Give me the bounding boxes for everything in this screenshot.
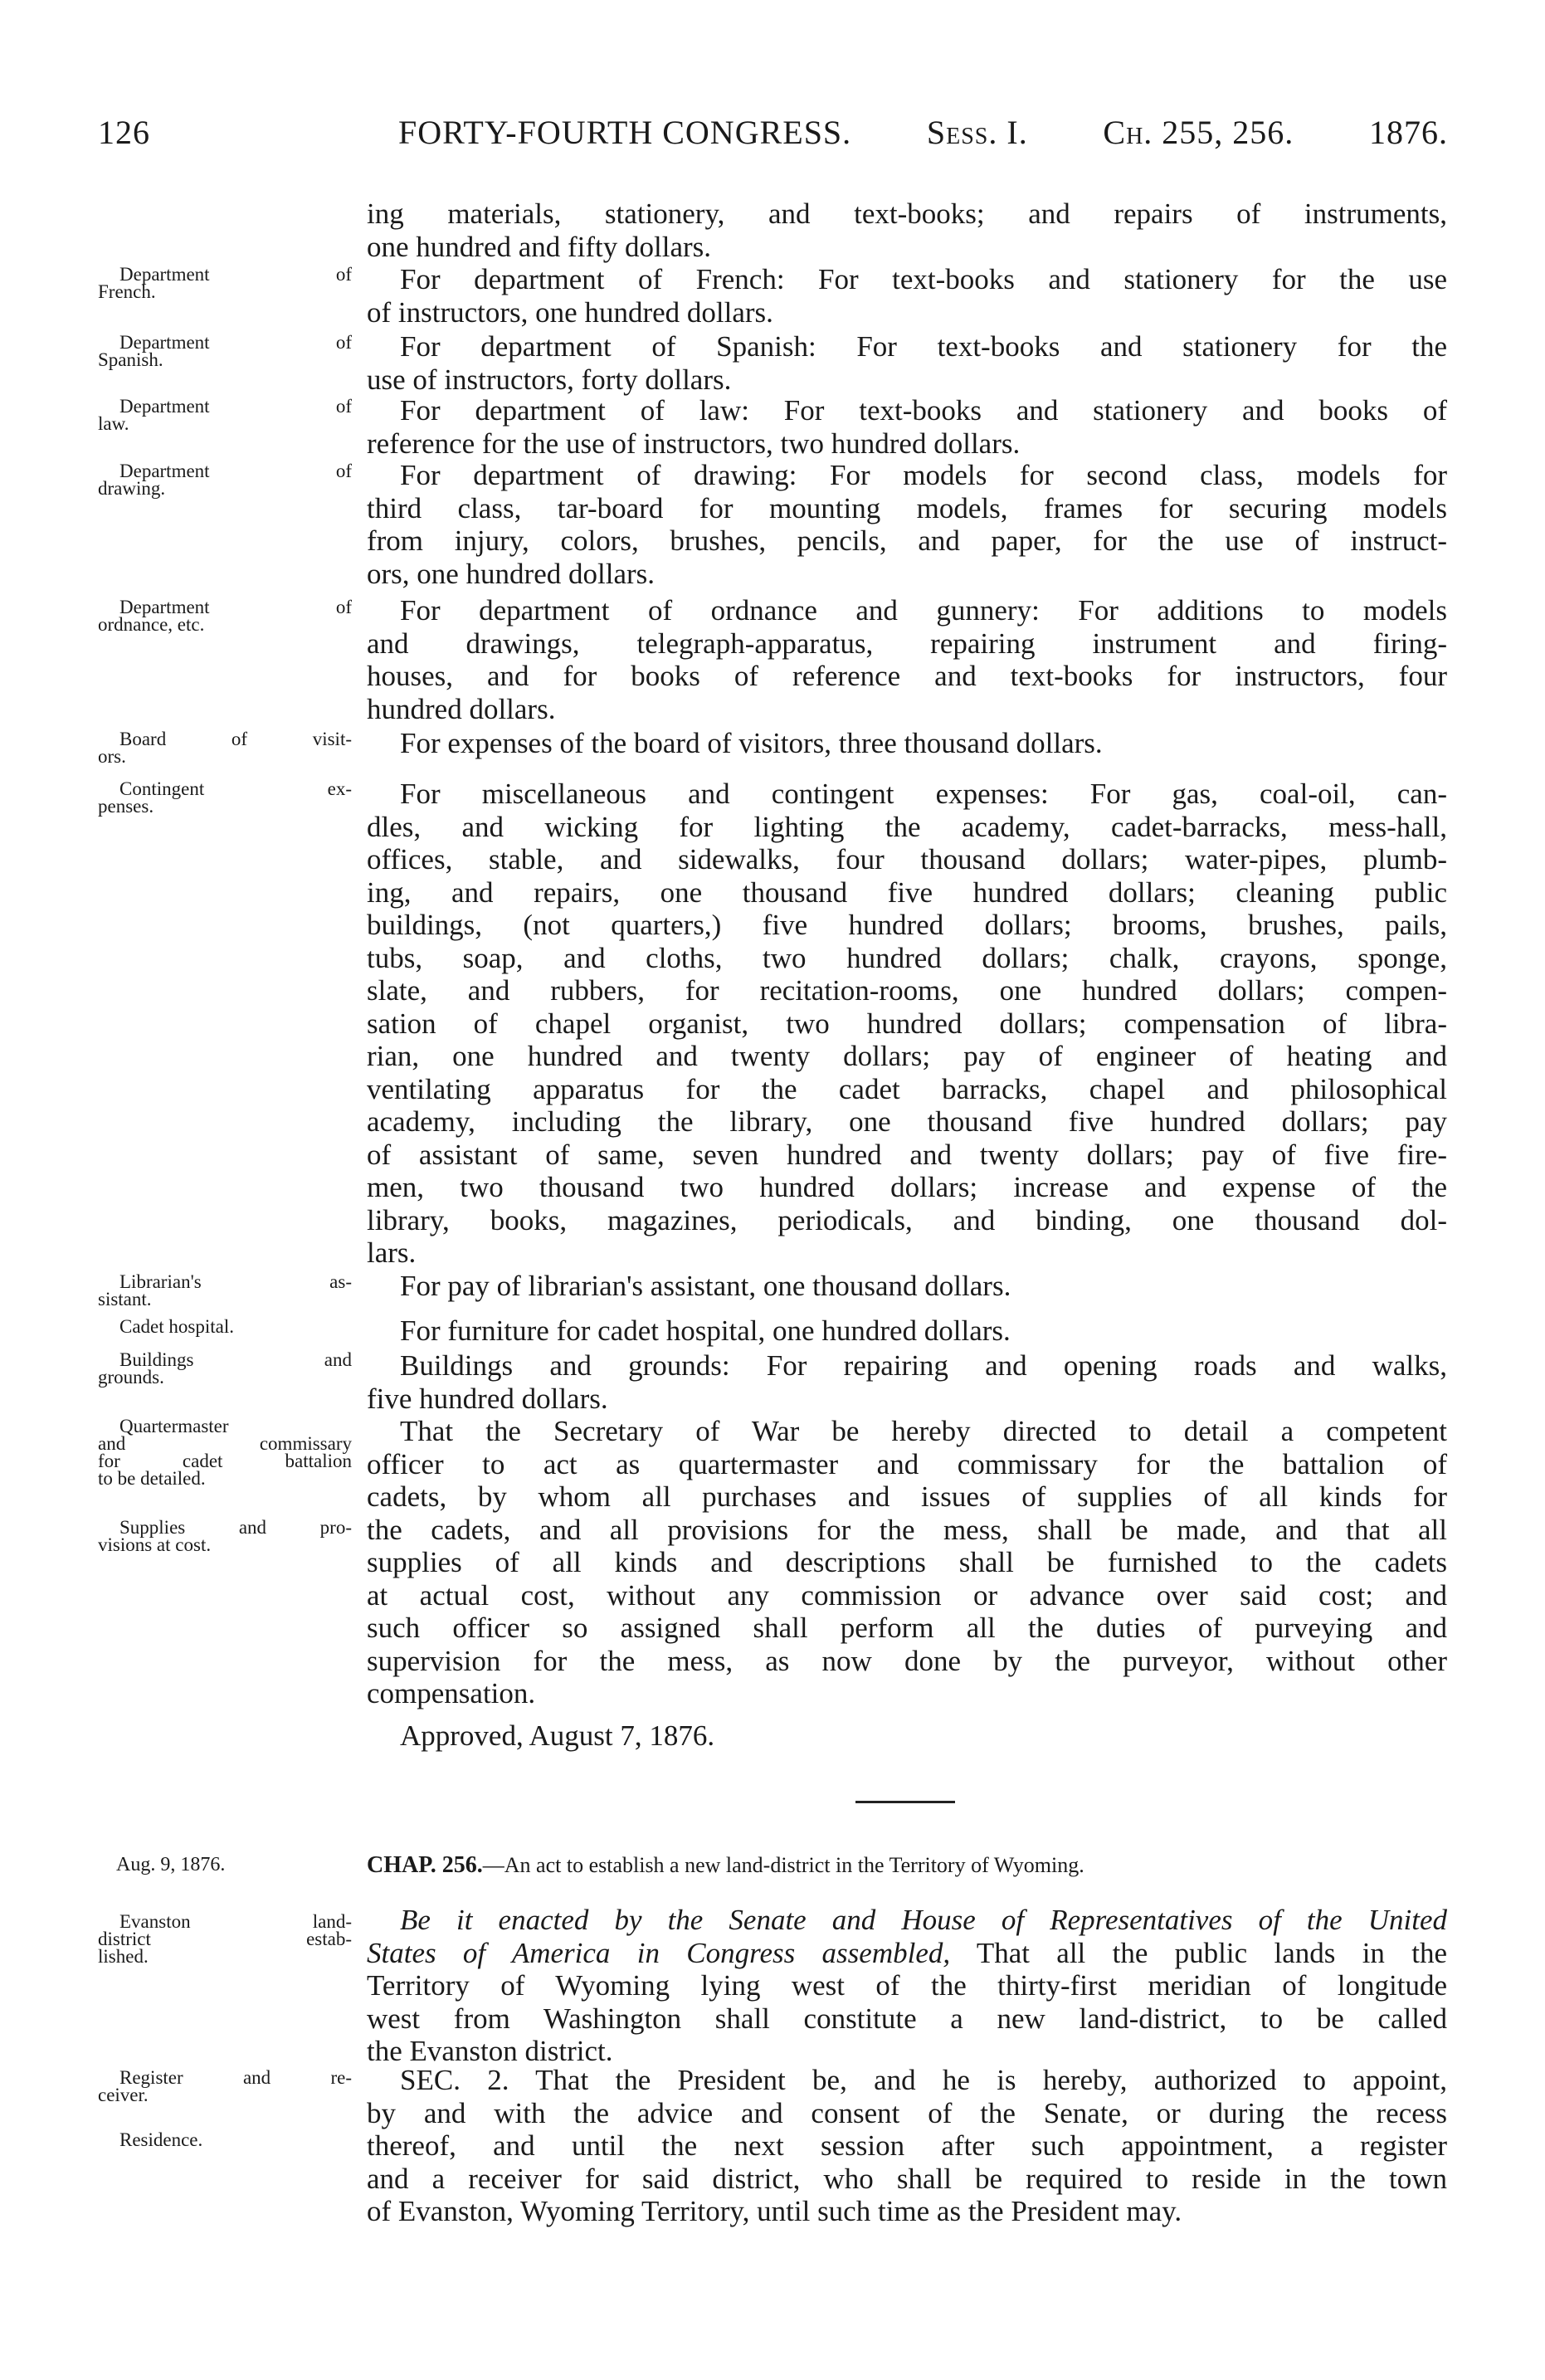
paragraph-spanish — [367, 330, 1447, 396]
text-line: at actual cost, without any commission or advance over said cost; and — [367, 1578, 1447, 1612]
text-line: buildings, (not quarters,) five hundred dollars; brooms, brushes, pails, — [367, 909, 1447, 941]
paragraph-contingent — [367, 778, 1447, 1270]
paragraph-librarian — [367, 1270, 1447, 1303]
paragraph-board — [367, 727, 1447, 760]
text-line: Department of — [119, 332, 352, 353]
text-line: For department of drawing: For models for second class, models for — [400, 459, 1447, 491]
text-line: tubs, soap, and cloths, two hundred dollars; chalk, crayons, sponge, — [367, 941, 1447, 974]
text-line: academy, including the library, one thousand five hundred dollars; pay — [367, 1105, 1447, 1138]
text-line: of instructors, one hundred dollars. — [367, 295, 773, 329]
text-line: by and with the advice and consent of the Senate, or during the recess — [367, 2096, 1447, 2129]
text-line: the cadets, and all provisions for the mess, shall be made, and that all — [367, 1513, 1447, 1546]
text-line: SEC. 2. That the President be, and he is hereby, authorized to appoint, — [400, 2064, 1447, 2096]
paragraph-french — [367, 263, 1447, 329]
text-line: to be detailed. — [98, 1468, 206, 1489]
margin-note-hospital — [98, 1318, 352, 1335]
text-line: French. — [98, 281, 156, 302]
text-line: ing materials, stationery, and text-books; and repairs of instruments, — [367, 198, 1447, 230]
text-line: For expenses of the board of visitors, three thousand dollars. — [400, 727, 1103, 759]
text-line: and commissary — [98, 1433, 352, 1454]
text-line: For miscellaneous and contingent expenses: For gas, coal-oil, can- — [400, 778, 1447, 810]
text-line: Territory of Wyoming lying west of the thirty-first meridian of longitude — [367, 1969, 1447, 2002]
text-line: Cadet hospital. — [119, 1316, 234, 1337]
text-line: compensation. — [367, 1677, 536, 1709]
text-line: Librarian's as- — [119, 1271, 352, 1292]
margin-note-french — [98, 266, 352, 300]
margin-note-quartermaster — [98, 1417, 352, 1487]
text-line: Register and re- — [119, 2067, 352, 2088]
header-title: FORTY-FOURTH CONGRESS. — [398, 114, 852, 151]
text-line: visions at cost. — [98, 1534, 212, 1555]
text-line: slate, and rubbers, for recitation-rooms, one hundred dollars; compen- — [367, 974, 1447, 1007]
text-line: lished. — [98, 1946, 149, 1967]
italic-text: States of America in Congress assembled, — [367, 1936, 951, 1969]
margin-note-buildings — [98, 1351, 352, 1386]
text-line: five hundred dollars. — [367, 1382, 608, 1415]
paragraph-enacted — [367, 1904, 1447, 2068]
text-line: of Evanston, Wyoming Territory, until such time as the President may. — [367, 2195, 1182, 2227]
text-line: and drawings, telegraph-apparatus, repairing instrument and firing- — [367, 627, 1447, 660]
text-line: Quartermaster — [119, 1416, 229, 1436]
text-line: lars. — [367, 1236, 417, 1269]
text-line: for cadet battalion — [98, 1451, 352, 1471]
text-line: For department of ordnance and gunnery: For additions to models — [400, 594, 1447, 627]
text-line: That the Secretary of War be hereby directed to detail a competent — [400, 1415, 1447, 1447]
text-line: hundred dollars. — [367, 692, 556, 725]
paragraph-ordnance — [367, 594, 1447, 725]
margin-note-residence — [98, 2131, 352, 2148]
text-line: ventilating apparatus for the cadet barracks, chapel and philosophical — [367, 1072, 1447, 1105]
text-line: and a receiver for said district, who shall be required to reside in the town — [367, 2162, 1447, 2195]
margin-note-board — [98, 730, 352, 765]
text-line: men, two thousand two hundred dollars; increase and expense of the — [367, 1171, 1447, 1203]
approved-line — [367, 1719, 1447, 1753]
margin-note-evanston — [98, 1913, 352, 1965]
header-chapters: Ch. 255, 256. — [1103, 114, 1294, 151]
text-line: drawing. — [98, 478, 166, 499]
text-line: For department of law: For text-books and stationery and books of — [400, 394, 1447, 427]
running-header — [398, 113, 1448, 152]
text-line: For department of French: For text-books and stationery for the use — [400, 263, 1447, 295]
roman-text: That all the public lands in the — [950, 1936, 1447, 1969]
text-line: Board of visit- — [119, 729, 352, 749]
text-line: Buildings and grounds: For repairing and opening roads and walks, — [400, 1349, 1447, 1382]
text-line: of assistant of same, seven hundred and twenty dollars; pay of five fire- — [367, 1138, 1447, 1171]
text-line: reference for the use of instructors, two hundred dollars. — [367, 427, 1021, 460]
text-line: district estab- — [98, 1929, 352, 1949]
text-line: supervision for the mess, as now done by the purveyor, without other — [367, 1644, 1447, 1677]
text-line: ors. — [98, 746, 126, 767]
section-divider — [855, 1801, 955, 1803]
text-line: supplies of all kinds and descriptions shall be furnished to the cadets — [367, 1546, 1447, 1578]
paragraph-hospital — [367, 1314, 1447, 1348]
text-line: use of instructors, forty dollars. — [367, 363, 732, 396]
text-line: Spanish. — [98, 349, 163, 370]
margin-note-spanish — [98, 334, 352, 368]
text-line: penses. — [98, 796, 154, 817]
text-line: rian, one hundred and twenty dollars; pay of engineer of heating and — [367, 1040, 1447, 1072]
text-line: Department of — [119, 396, 352, 417]
text-line: Evanston land- — [119, 1911, 352, 1932]
margin-note-law — [98, 397, 352, 432]
text-line — [367, 1904, 1447, 1937]
text-line: dles, and wicking for lighting the academy, cadet-barracks, mess-hall, — [367, 810, 1447, 843]
text-line: Supplies and pro- — [119, 1517, 352, 1538]
text-line: For furniture for cadet hospital, one hundred dollars. — [400, 1314, 1011, 1347]
text-line: Department of — [119, 461, 352, 481]
paragraph-continuation — [367, 198, 1447, 263]
chapter-date: Aug. 9, 1876. — [116, 1854, 226, 1875]
text-line: ceiver. — [98, 2085, 149, 2105]
text-line: west from Washington shall constitute a new land-district, to be called — [367, 2002, 1447, 2035]
text-line: library, books, magazines, periodicals, and binding, one thousand dol- — [367, 1203, 1447, 1236]
text-line: ors, one hundred dollars. — [367, 557, 656, 590]
text-line: sation of chapel organist, two hundred dollars; compensation of libra- — [367, 1007, 1447, 1040]
text-line: Department of — [119, 264, 352, 285]
text-line: Residence. — [119, 2129, 203, 2150]
text-line: cadets, by whom all purchases and issues of supplies of all kinds for — [367, 1480, 1447, 1513]
text-line: one hundred and fifty dollars. — [367, 230, 712, 263]
paragraph-buildings — [367, 1349, 1447, 1415]
chapter-title: —An act to establish a new land-district in the Territory of Wyoming. — [482, 1853, 1084, 1877]
chapter-number: CHAP. 256. — [367, 1852, 483, 1878]
text-line: Department of — [119, 597, 352, 617]
text-line: grounds. — [98, 1367, 164, 1388]
text-line: houses, and for books of reference and text-books for instructors, four — [367, 660, 1447, 692]
margin-note-supplies — [98, 1519, 352, 1553]
text-line: officer to act as quartermaster and commissary for the battalion of — [367, 1447, 1447, 1480]
text-line: sistant. — [98, 1289, 152, 1309]
paragraph-quartermaster — [367, 1415, 1447, 1710]
page-number: 126 — [98, 114, 150, 151]
text-line: Approved, August 7, 1876. — [400, 1719, 715, 1752]
margin-note-register — [98, 2069, 352, 2104]
margin-note-librarian — [98, 1273, 352, 1308]
header-year: 1876. — [1368, 114, 1448, 151]
text-line: such officer so assigned shall perform all the duties of purveying and — [367, 1612, 1447, 1644]
paragraph-drawing — [367, 459, 1447, 590]
text-line: Buildings and — [119, 1349, 352, 1370]
margin-note-ordnance — [98, 598, 352, 633]
text-line: thereof, and until the next session after such appointment, a register — [367, 2129, 1447, 2162]
text-line: ing, and repairs, one thousand five hundred dollars; cleaning public — [367, 875, 1447, 909]
text-line: third class, tar-board for mounting models, frames for securing models — [367, 491, 1447, 524]
text-line: from injury, colors, brushes, pencils, and paper, for the use of instruct- — [367, 524, 1447, 557]
text-line: ordnance, etc. — [98, 614, 205, 635]
text-line: law. — [98, 413, 129, 434]
margin-note-drawing — [98, 462, 352, 497]
italic-text: Be it enacted by the Senate and House of Representatives of the United — [400, 1904, 1447, 1936]
text-line — [367, 1937, 1447, 1970]
paragraph-law — [367, 394, 1447, 460]
text-line: For department of Spanish: For text-books and stationery for the — [400, 330, 1447, 363]
margin-note-contingent — [98, 780, 352, 815]
text-line: the Evanston district. — [367, 2035, 613, 2067]
text-line: Contingent ex- — [119, 778, 352, 799]
header-session: Sess. I. — [926, 114, 1028, 151]
text-line: For pay of librarian's assistant, one thousand dollars. — [400, 1270, 1011, 1302]
paragraph-section-2 — [367, 2064, 1447, 2228]
chapter-heading — [367, 1852, 1447, 1879]
text-line: offices, stable, and sidewalks, four thousand dollars; water-pipes, plumb- — [367, 843, 1447, 875]
